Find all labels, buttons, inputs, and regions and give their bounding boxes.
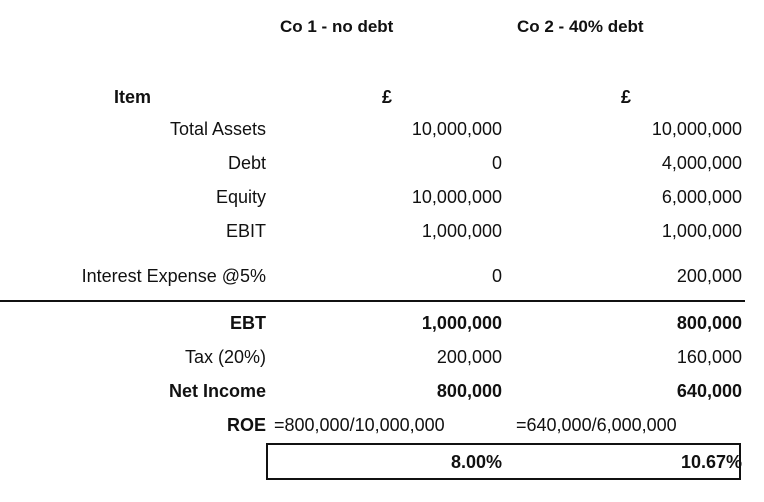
row-label-total-assets: Total Assets (169, 119, 266, 139)
co1-ebit: 1,000,000 (421, 221, 502, 241)
co2-title: Co 2 - 40% debt (517, 17, 644, 36)
co1-currency: £ (382, 87, 393, 107)
row-label-roe: ROE (226, 415, 266, 435)
co1-roe-value: 8.00% (450, 452, 502, 472)
co2-tax: 160,000 (676, 347, 742, 367)
co1-interest-expense: 0 (491, 266, 502, 286)
co1-title: Co 1 - no debt (280, 17, 394, 36)
row-label-net-income: Net Income (168, 381, 266, 401)
divider-line (0, 300, 745, 302)
row-label-tax: Tax (20%) (184, 347, 266, 367)
row-label-ebt: EBT (230, 313, 266, 333)
co2-debt: 4,000,000 (661, 153, 742, 173)
co2-ebt: 800,000 (676, 313, 742, 333)
co1-net-income: 800,000 (436, 381, 502, 401)
co2-interest-expense: 200,000 (676, 266, 742, 286)
co1-equity: 10,000,000 (411, 187, 502, 207)
item-header: Item (114, 87, 152, 107)
row-label-debt: Debt (227, 153, 266, 173)
co2-roe-value: 10.67% (680, 452, 742, 472)
co2-roe-formula: =640,000/6,000,000 (516, 415, 677, 435)
co2-net-income: 640,000 (676, 381, 742, 401)
co2-equity: 6,000,000 (661, 187, 742, 207)
row-label-equity: Equity (215, 187, 266, 207)
co1-ebt: 1,000,000 (421, 313, 502, 333)
row-label-ebit: EBIT (225, 221, 266, 241)
co1-roe-formula: =800,000/10,000,000 (274, 415, 445, 435)
row-label-interest-expense: Interest Expense @5% (81, 266, 266, 286)
co2-total-assets: 10,000,000 (651, 119, 742, 139)
co2-ebit: 1,000,000 (661, 221, 742, 241)
roe-result-box (266, 443, 741, 480)
co1-tax: 200,000 (436, 347, 502, 367)
co1-debt: 0 (491, 153, 502, 173)
co1-total-assets: 10,000,000 (411, 119, 502, 139)
co2-currency: £ (621, 87, 632, 107)
